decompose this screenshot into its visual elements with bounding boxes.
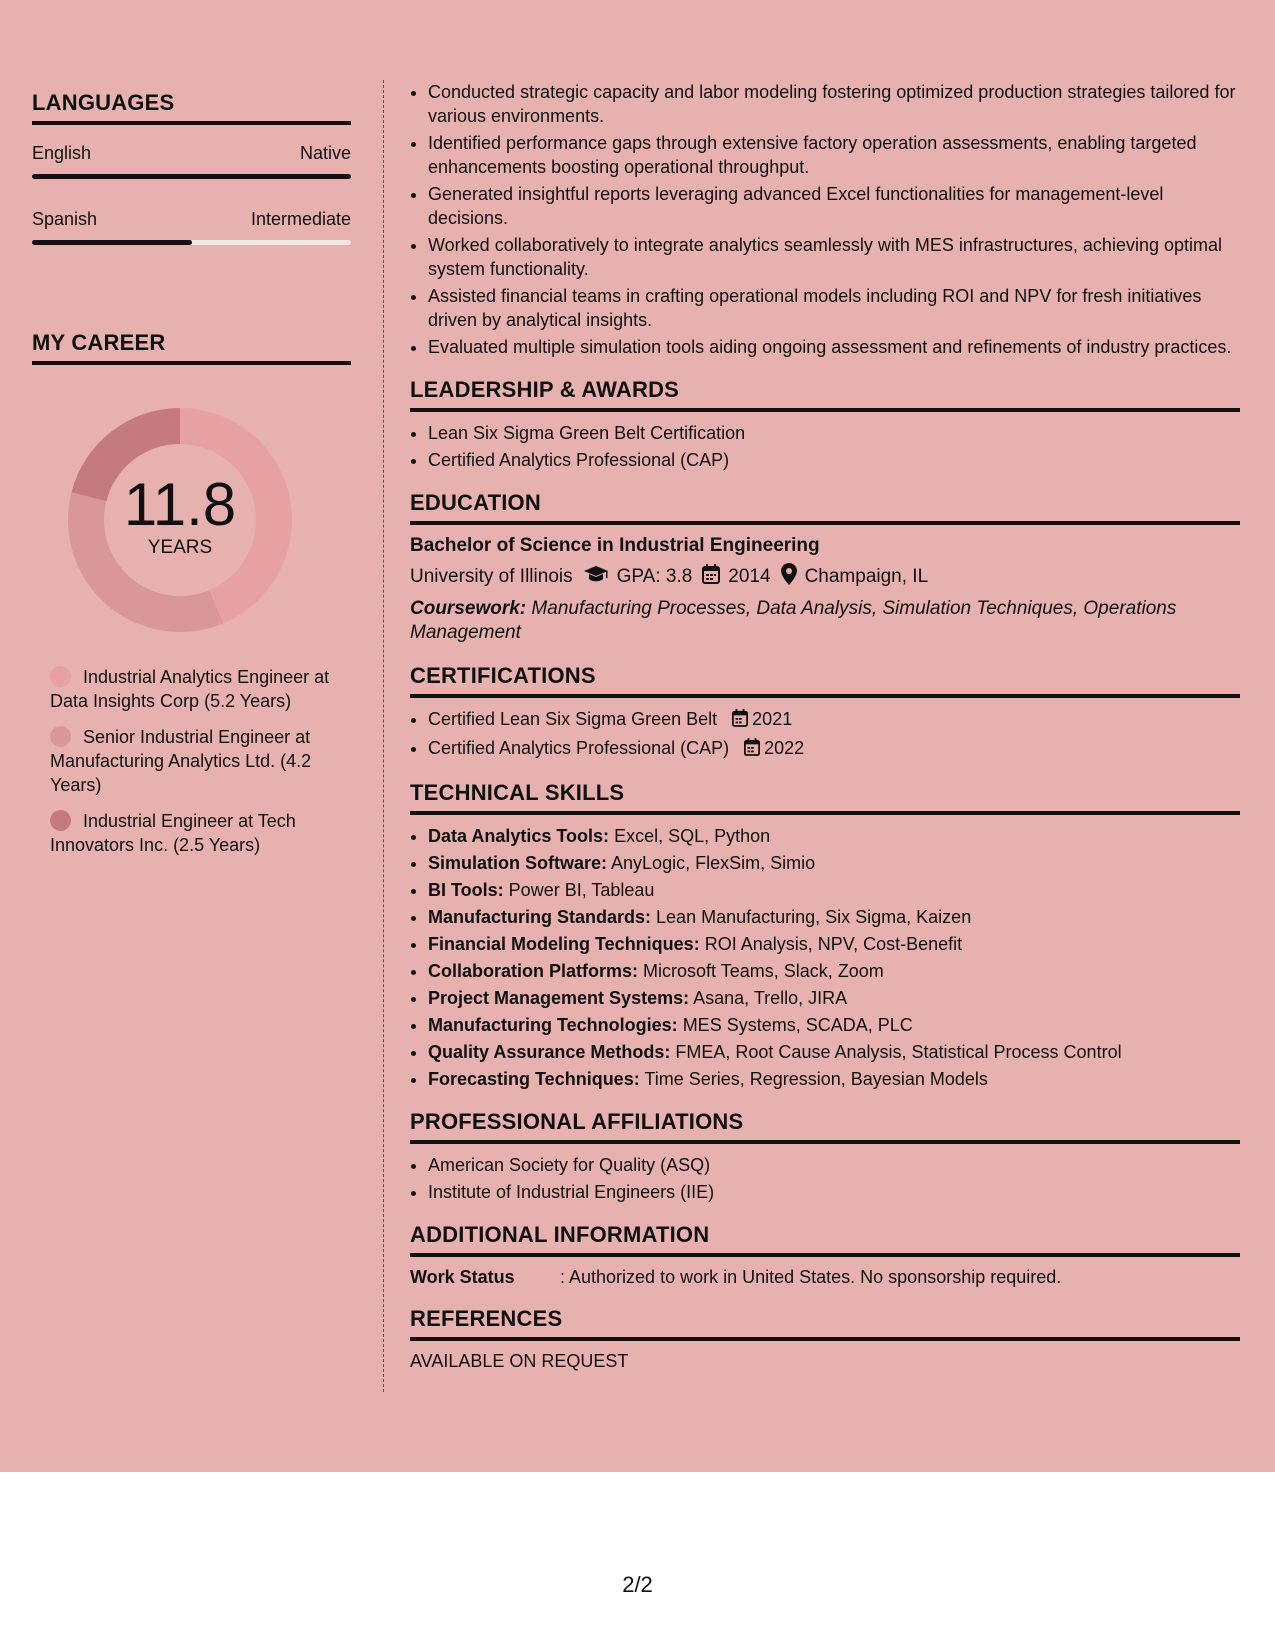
experience-section xyxy=(410,80,1240,359)
skill-label: Forecasting Techniques: xyxy=(428,1069,640,1089)
experience-bullet: • Assisted financial teams in crafting operational models including ROI and NPV for fresh initiatives driven by analytical insights. xyxy=(428,284,1240,332)
skills-title: TECHNICAL SKILLS xyxy=(410,780,1240,815)
skill-label: Quality Assurance Methods: xyxy=(428,1042,671,1062)
experience-bullet: • Identified performance gaps through extensive factory operation assessments, enabling targeted enhancements boosting operational throughput. xyxy=(428,131,1240,179)
certifications-section xyxy=(410,663,1240,762)
skill-label: Collaboration Platforms: xyxy=(428,961,639,981)
skill-item xyxy=(428,932,1240,956)
career-total: 11.8 xyxy=(123,471,237,538)
skill-item xyxy=(428,878,1240,902)
education-details xyxy=(410,563,1240,591)
affiliation-item: • Institute of Industrial Engineers (IIE) xyxy=(428,1180,1240,1204)
language-bar xyxy=(32,174,351,179)
education-location: Champaign, IL xyxy=(804,566,929,587)
skill-label: Manufacturing Technologies: xyxy=(428,1015,678,1035)
skill-value: Microsoft Teams, Slack, Zoom xyxy=(643,961,884,981)
skill-value: FMEA, Root Cause Analysis, Statistical Process Control xyxy=(675,1042,1122,1062)
calendar-icon xyxy=(732,709,748,733)
language-bar-fill xyxy=(32,174,351,179)
calendar-icon xyxy=(692,564,728,590)
award-item: • Certified Analytics Professional (CAP) xyxy=(428,448,1240,472)
skill-item xyxy=(428,1013,1240,1037)
education-year: 2014 xyxy=(728,566,771,587)
legend-dot xyxy=(50,810,71,831)
education-title: EDUCATION xyxy=(410,490,1240,525)
award-item: • Lean Six Sigma Green Belt Certification xyxy=(428,421,1240,445)
donut-center xyxy=(65,405,295,635)
education-gpa: GPA: 3.8 xyxy=(616,566,693,587)
skill-label: Manufacturing Standards: xyxy=(428,907,652,927)
skill-item xyxy=(428,986,1240,1010)
graduation-cap-icon xyxy=(573,565,617,589)
skill-value: AnyLogic, FlexSim, Simio xyxy=(611,853,816,873)
language-bar-fill xyxy=(32,240,192,245)
skill-value: Power BI, Tableau xyxy=(508,880,655,900)
skill-label: Project Management Systems: xyxy=(428,988,690,1008)
affiliation-item: • American Society for Quality (ASQ) xyxy=(428,1153,1240,1177)
certifications-title: CERTIFICATIONS xyxy=(410,663,1240,698)
language-level: Intermediate xyxy=(250,209,351,229)
career-legend xyxy=(32,665,351,857)
education-section xyxy=(410,490,1240,645)
skill-value: Excel, SQL, Python xyxy=(614,826,771,846)
right-column xyxy=(410,0,1240,1372)
education-degree: Bachelor of Science in Industrial Engineering xyxy=(410,535,820,556)
calendar-icon xyxy=(744,738,760,762)
skill-value: Time Series, Regression, Bayesian Models xyxy=(644,1069,988,1089)
language-level: Native xyxy=(299,143,351,163)
references-title: REFERENCES xyxy=(410,1306,1240,1341)
page-number: 2/2 xyxy=(622,1572,653,1597)
languages-section xyxy=(32,90,351,245)
skill-item xyxy=(428,905,1240,929)
skill-item xyxy=(428,851,1240,875)
experience-bullet: • Worked collaboratively to integrate analytics seamlessly with MES infrastructures, achieving optimal system functionality. xyxy=(428,233,1240,281)
work-status-row xyxy=(410,1267,1240,1288)
certification-name: Certified Analytics Professional (CAP) xyxy=(428,738,730,758)
additional-info-title: ADDITIONAL INFORMATION xyxy=(410,1222,1240,1257)
affiliations-section xyxy=(410,1109,1240,1204)
language-name: English xyxy=(32,143,92,163)
experience-bullet: • Evaluated multiple simulation tools aiding ongoing assessment and refinements of industry practices. xyxy=(428,335,1240,359)
career-legend-item xyxy=(50,809,340,857)
experience-bullets xyxy=(410,80,1240,359)
career-section xyxy=(32,330,351,869)
career-role-label: Industrial Engineer at Tech Innovators Inc. (2.5 Years) xyxy=(50,811,296,855)
skills-section xyxy=(410,780,1240,1091)
legend-dot xyxy=(50,726,71,747)
certification-item xyxy=(428,736,1240,762)
map-pin-icon xyxy=(771,563,805,591)
skill-item xyxy=(428,1040,1240,1064)
awards-title: LEADERSHIP & AWARDS xyxy=(410,377,1240,412)
skill-item xyxy=(428,1067,1240,1091)
career-role-label: Industrial Analytics Engineer at Data Insights Corp (5.2 Years) xyxy=(50,667,330,711)
column-divider xyxy=(383,80,384,1392)
career-title: MY CAREER xyxy=(32,330,351,365)
languages-title: LANGUAGES xyxy=(32,90,351,125)
skills-list xyxy=(410,824,1240,1091)
certification-item xyxy=(428,707,1240,733)
experience-bullet: • Conducted strategic capacity and labor modeling fostering optimized production strategies tailored for various environments. xyxy=(428,80,1240,128)
references-section xyxy=(410,1306,1240,1372)
career-legend-item xyxy=(50,665,340,713)
career-unit: YEARS xyxy=(147,537,213,558)
skill-label: Simulation Software: xyxy=(428,853,608,873)
certification-name: Certified Lean Six Sigma Green Belt xyxy=(428,709,718,729)
language-item xyxy=(32,209,351,245)
references-text: AVAILABLE ON REQUEST xyxy=(410,1351,629,1371)
work-status-value: : Authorized to work in United States. No sponsorship required. xyxy=(560,1267,1062,1287)
skill-item xyxy=(428,824,1240,848)
language-bar xyxy=(32,240,351,245)
awards-section xyxy=(410,377,1240,472)
skill-value: MES Systems, SCADA, PLC xyxy=(682,1015,913,1035)
skill-label: BI Tools: xyxy=(428,880,504,900)
career-role-label: Senior Industrial Engineer at Manufacturing Analytics Ltd. (4.2 Years) xyxy=(50,727,312,795)
career-legend-item xyxy=(50,725,340,797)
skill-label: Financial Modeling Techniques: xyxy=(428,934,700,954)
skill-value: ROI Analysis, NPV, Cost-Benefit xyxy=(704,934,963,954)
skill-value: Lean Manufacturing, Six Sigma, Kaizen xyxy=(656,907,972,927)
skill-item xyxy=(428,959,1240,983)
legend-dot xyxy=(50,666,71,687)
language-name: Spanish xyxy=(32,209,98,229)
certification-year: 2021 xyxy=(752,709,793,729)
experience-bullet: • Generated insightful reports leveraging advanced Excel functionalities for management-level decisions. xyxy=(428,182,1240,230)
skill-label: Data Analytics Tools: xyxy=(428,826,610,846)
career-donut-chart xyxy=(65,405,295,635)
skill-value: Asana, Trello, JIRA xyxy=(693,988,848,1008)
certification-year: 2022 xyxy=(764,738,805,758)
coursework-text: Manufacturing Processes, Data Analysis, Simulation Techniques, Operations Management xyxy=(410,598,1177,643)
coursework-label: Coursework: xyxy=(410,598,527,619)
additional-info-section xyxy=(410,1222,1240,1288)
language-item xyxy=(32,143,351,179)
affiliations-title: PROFESSIONAL AFFILIATIONS xyxy=(410,1109,1240,1144)
education-school: University of Illinois xyxy=(410,566,573,587)
work-status-key: Work Status xyxy=(410,1267,515,1287)
education-coursework xyxy=(410,597,1240,645)
